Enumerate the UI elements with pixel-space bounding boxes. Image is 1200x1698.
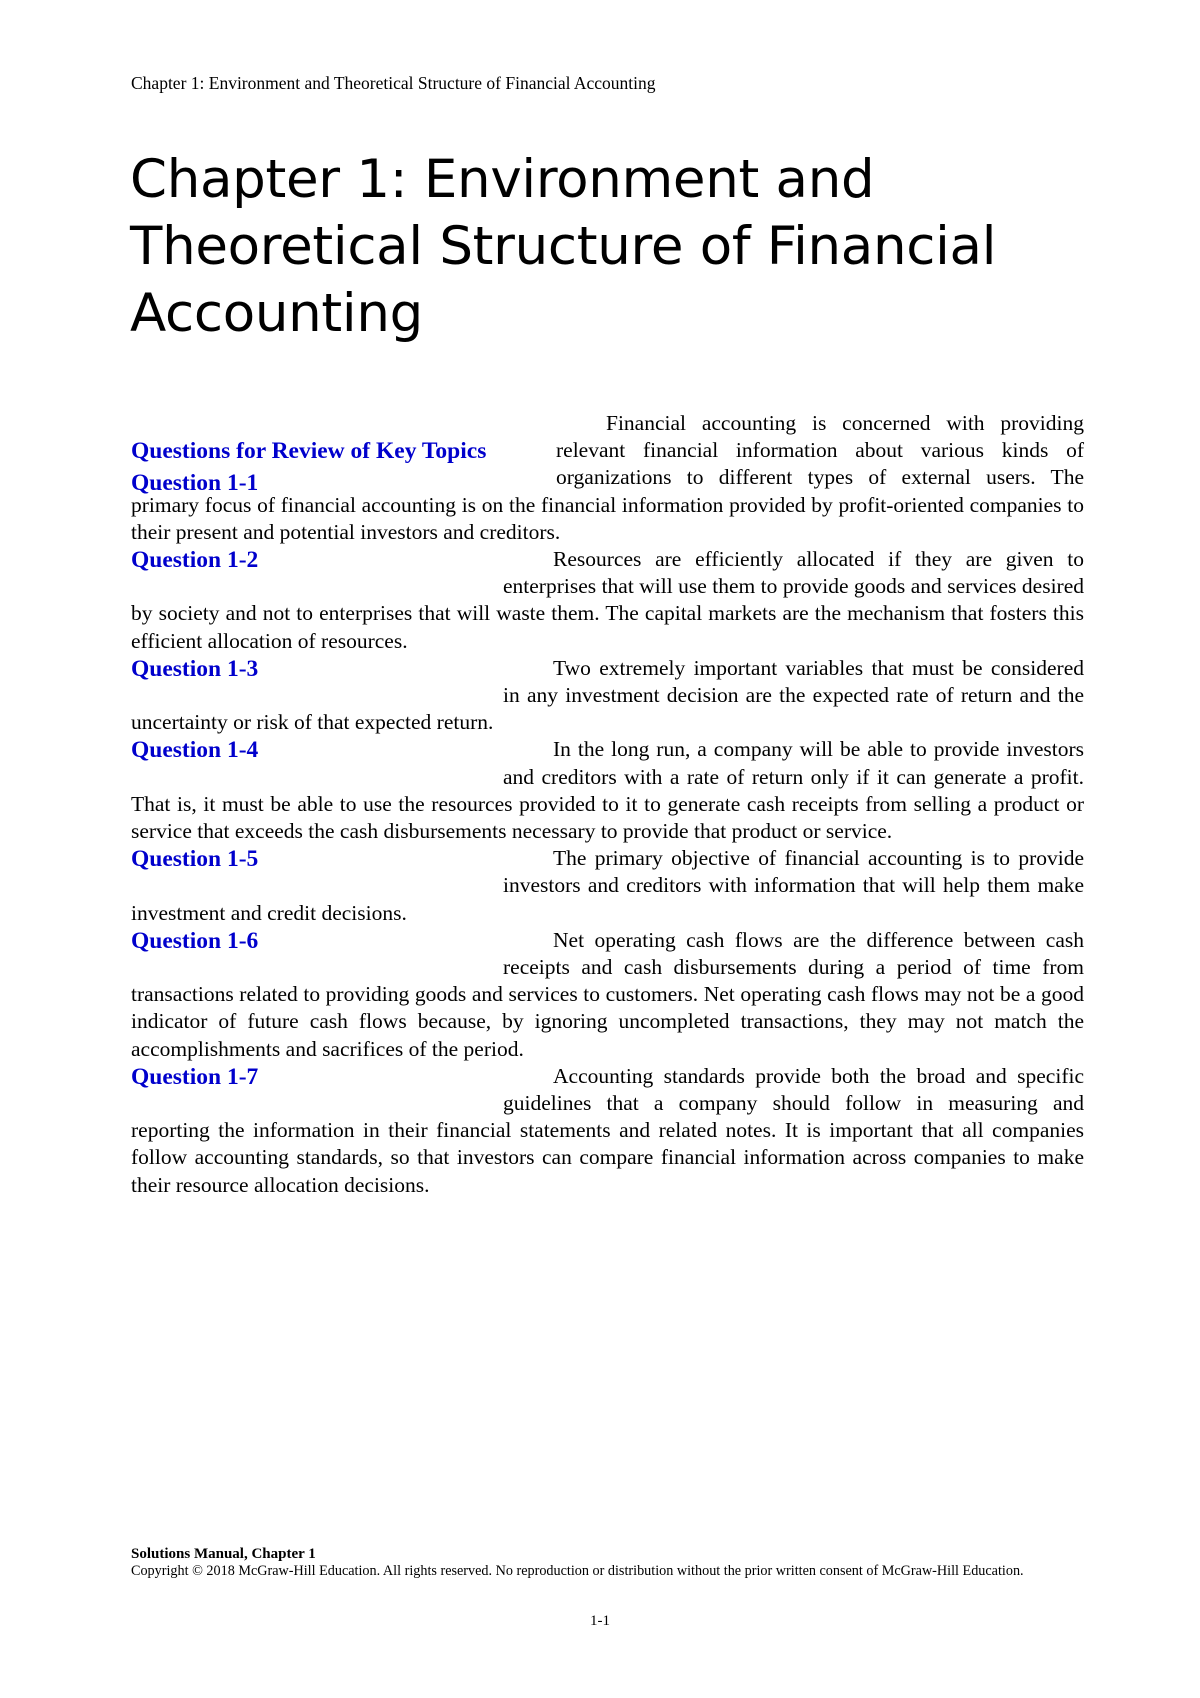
answer-text — [131, 845, 1084, 927]
answer-text — [131, 546, 1084, 655]
question-block-7 — [131, 1063, 1084, 1199]
question-label: Question 1-1 — [131, 470, 259, 496]
running-header: Chapter 1: Environment and Theoretical Structure of Financial Accounting — [131, 73, 656, 93]
answer-text — [131, 410, 1084, 546]
question-block-2 — [131, 546, 1084, 655]
answer-text-content: In the long run, a company will be able to provide investors and creditors with a rate of return only if it can generate a profit. That is, it must be able to use the resources provided to it to generate cash receipts from selling a product or service that exceeds the cash disbursements necessary to provide that product or service. — [131, 737, 1084, 844]
answer-text-content: Financial accounting is concerned with providing relevant financial information about various kinds of organizations to different types of external users. The primary focus of financial accounting is on the financial information provided by profit-oriented companies to their present and potential investors and creditors. — [131, 411, 1084, 544]
question-label: Question 1-2 — [131, 547, 259, 574]
footer-copyright: Copyright © 2018 McGraw-Hill Education. All rights reserved. No reproduction or distribution without the prior written consent of McGraw-Hill Education. — [131, 1563, 1024, 1579]
question-label: Question 1-6 — [131, 927, 259, 954]
page-number: 1-1 — [590, 1613, 610, 1629]
questions-section — [131, 410, 1084, 1199]
answer-text — [131, 655, 1084, 737]
answer-text — [131, 1063, 1084, 1199]
answer-text-content: The primary objective of financial accounting is to provide investors and creditors with information that will help them make investment and credit decisions. — [131, 846, 1084, 925]
answer-text-content: Net operating cash flows are the difference between cash receipts and cash disbursements during a period of time from transactions related to providing goods and services to customers. Net operating cash flows may not be a good indicator of future cash flows because, by ignoring uncompleted transactions, they may not match the accomplishments and sacrifices of the period. — [131, 927, 1084, 1061]
question-block-5 — [131, 845, 1084, 927]
footer-title: Solutions Manual, Chapter 1 — [131, 1546, 316, 1562]
section-heading: Questions for Review of Key Topics — [131, 438, 487, 464]
question-block-1 — [131, 410, 1084, 546]
question-block-6 — [131, 927, 1084, 1063]
question-block-4 — [131, 736, 1084, 845]
answer-text-content: Resources are efficiently allocated if they are given to enterprises that will use them to provide goods and services desired by society and not to enterprises that will waste them. The capital markets are the mechanism that fosters this efficient allocation of resources. — [131, 547, 1084, 653]
question-label: Question 1-5 — [131, 846, 259, 873]
question-label: Question 1-3 — [131, 655, 259, 682]
chapter-title: Chapter 1: Environment and Theoretical Structure of Financial Accounting — [130, 149, 997, 344]
question-block-3 — [131, 655, 1084, 737]
page-footer — [131, 1546, 1061, 1580]
answer-text — [131, 736, 1084, 845]
answer-text-content: Two extremely important variables that must be considered in any investment decision are the expected rate of return and the uncertainty or risk of that expected return. — [131, 655, 1084, 735]
question-label: Question 1-7 — [131, 1063, 259, 1090]
answer-text — [131, 927, 1084, 1063]
answer-text-content: Accounting standards provide both the broad and specific guidelines that a company should follow in measuring and reporting the information in their financial statements and related notes. It is important that all companies follow accounting standards, so that investors can compare financial information across companies to make their resource allocation decisions. — [131, 1063, 1084, 1197]
question-label: Question 1-4 — [131, 737, 259, 764]
